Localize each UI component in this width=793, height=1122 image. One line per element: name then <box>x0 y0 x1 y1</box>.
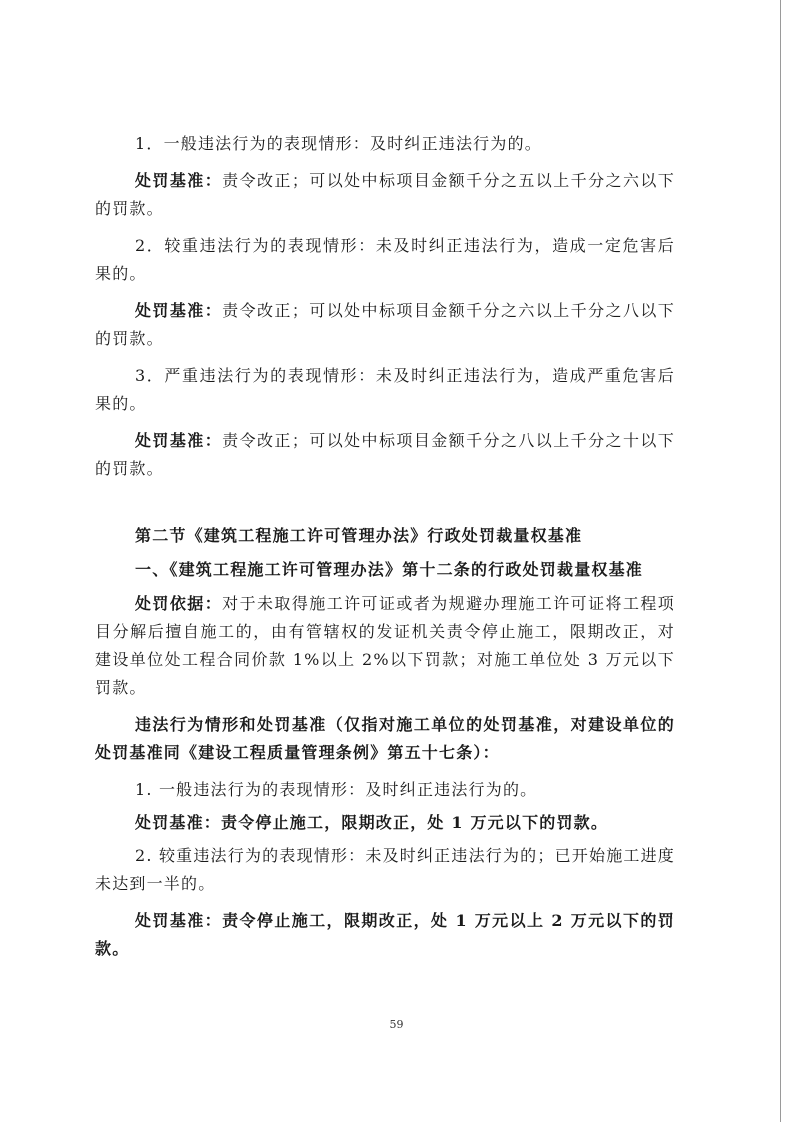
paragraph-penalty-standard-4: 处罚基准：责令停止施工，限期改正，处 1 万元以下的罚款。 <box>135 813 609 832</box>
penalty-text: 责令改正；可以处中标项目金额千分之五以上千分之六以下的罚款。 <box>95 171 675 218</box>
paragraph-penalty-standard-1 <box>95 167 675 223</box>
paragraph-penalty-basis <box>95 590 675 702</box>
paragraph-general-violation: 1．一般违法行为的表现情形：及时纠正违法行为的。 <box>135 134 542 153</box>
paragraph-situation-heading: 违法行为情形和处罚基准（仅指对施工单位的处罚基准，对建设单位的处罚基准同《建设工程质量管理条例》第五十七条）： <box>95 715 675 762</box>
document-body <box>95 130 675 972</box>
scan-edge-line <box>780 0 781 1122</box>
section-gap <box>95 492 675 522</box>
page-number: 59 <box>389 1018 404 1031</box>
penalty-text: 责令改正；可以处中标项目金额千分之八以上千分之十以下的罚款。 <box>95 431 675 478</box>
basis-label: 处罚依据： <box>135 594 223 613</box>
paragraph-severe-violation: 3．严重违法行为的表现情形：未及时纠正违法行为，造成严重危害后果的。 <box>95 366 675 413</box>
section-title: 第二节《建筑工程施工许可管理办法》行政处罚裁量权基准 <box>135 526 583 545</box>
paragraph-serious-violation-2: 2. 较重违法行为的表现情形：未及时纠正违法行为的；已开始施工进度未达到一半的。 <box>95 846 675 893</box>
paragraph-penalty-standard-3 <box>95 427 675 483</box>
subsection-title: 一、《建筑工程施工许可管理办法》第十二条的行政处罚裁量权基准 <box>135 560 644 579</box>
paragraph-general-violation-2: 1. 一般违法行为的表现情形：及时纠正违法行为的。 <box>135 780 538 799</box>
penalty-label: 处罚基准： <box>135 431 223 450</box>
paragraph-penalty-standard-5: 处罚基准：责令停止施工，限期改正，处 1 万元以上 2 万元以下的罚款。 <box>95 911 675 958</box>
penalty-label: 处罚基准： <box>135 301 223 320</box>
basis-text: 对于未取得施工许可证或者为规避办理施工许可证将工程项目分解后擅自施工的，由有管辖权的发证机关责令停止施工，限期改正，对建设单位处工程合同价款 1%以上 2%以下罚款；对施工单位处 3 万元以下罚款。 <box>95 594 675 697</box>
penalty-text: 责令改正；可以处中标项目金额千分之六以上千分之八以下的罚款。 <box>95 301 675 348</box>
paragraph-penalty-standard-2 <box>95 297 675 353</box>
paragraph-serious-violation: 2．较重违法行为的表现情形：未及时纠正违法行为，造成一定危害后果的。 <box>95 236 675 283</box>
penalty-label: 处罚基准： <box>135 171 223 190</box>
